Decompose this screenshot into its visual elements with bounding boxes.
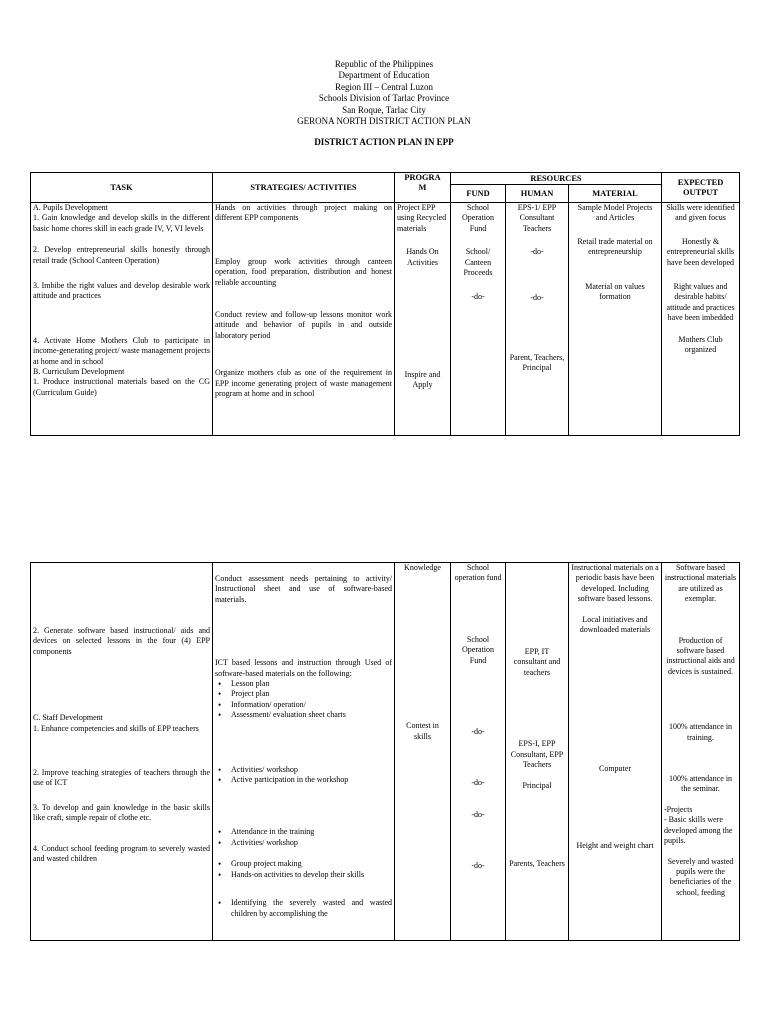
strategy-item: Conduct review and follow-up lessons monitor work attitude and behavior of pupils in and outside laboratory period xyxy=(215,310,392,340)
human-item: EPS-I, EPP Consultant, EPP Teachers xyxy=(510,739,564,770)
material-item: Sample Model Projects and Articles xyxy=(577,203,653,223)
task-item: 4. Conduct school feeding program to severely wasted and wasted children xyxy=(33,843,210,864)
material-item: Material on values formation xyxy=(585,281,645,302)
fund-cell xyxy=(451,203,506,436)
task-item: 2. Generate software based instructional/ aids and devices on selected lessons in the four (4) EPP components xyxy=(33,626,210,656)
human-column-header: HUMAN xyxy=(506,185,569,203)
task-item: 1. Enhance competencies and skills of EPP teachers xyxy=(33,723,199,733)
resources-column-header: RESOURCES xyxy=(451,173,662,185)
output-item: Mothers Club organized xyxy=(678,334,723,355)
material-item: Instructional materials on a periodic basis have been developed. Including software based lessons. xyxy=(571,563,659,604)
strategy-item: Organize mothers club as one of the requirement in EPP income generating project of waste management program at home and in school xyxy=(215,368,392,399)
training-list xyxy=(215,827,392,848)
list-item: • Active participation in the workshop xyxy=(231,775,392,785)
workshop-list xyxy=(215,765,392,786)
section-heading: A. Pupils Development xyxy=(33,203,108,212)
material-item: Computer xyxy=(599,764,631,774)
task-item: 3. To develop and gain knowledge in the basic skills like craft, simple repair of clothe etc. xyxy=(33,802,210,823)
fund-item: School Operation Fund xyxy=(462,203,494,233)
strategy-item: Conduct assessment needs pertaining to activity/ Instructional sheet and use of software-based materials. xyxy=(215,574,392,604)
output-item: 100% attendance in the seminar. xyxy=(668,774,733,794)
fund-item: School/ Canteen Proceeds xyxy=(463,247,493,278)
strategies-cell xyxy=(213,563,395,941)
task-item: 3. Imbibe the right values and develop desirable work attitude and practices xyxy=(33,281,210,301)
output-item: Production of software based instructional aids and devices is sustained. xyxy=(666,635,735,676)
fund-item: -do- xyxy=(471,809,485,819)
list-item: • Project plan xyxy=(231,689,392,699)
fund-item: -do- xyxy=(471,292,485,302)
strategy-item: Hands on activities through project making on different EPP components xyxy=(215,203,392,223)
fund-item: School operation fund xyxy=(454,563,502,583)
header-line-division: Schools Division of Tarlac Province xyxy=(318,93,450,104)
document-header xyxy=(0,59,768,127)
program-column-header xyxy=(395,173,451,203)
material-item: Retail trade material on entrepreneurship xyxy=(577,236,653,257)
strategies-cell xyxy=(213,203,395,436)
output-item: 100% attendance in training. xyxy=(668,722,733,742)
material-cell xyxy=(569,203,662,436)
output-item: Right values and desirable habits/ attitude and practices have been imbedded xyxy=(666,282,735,323)
fund-column-header: FUND xyxy=(451,185,506,203)
output-item: Software based instructional materials are utilized as exemplar. xyxy=(664,563,737,604)
program-item: Knowledge xyxy=(404,563,441,572)
human-cell xyxy=(506,203,569,436)
list-item: • Activities/ workshop xyxy=(231,838,392,848)
program-item: Contest in skills xyxy=(406,721,439,741)
header-line-republic: Republic of the Philippines xyxy=(334,59,434,69)
list-item: • Group project making xyxy=(231,859,392,869)
material-column-header: MATERIAL xyxy=(569,185,662,203)
expected-header-line-1: EXPECTED xyxy=(677,177,724,187)
list-item: • Hands-on activities to develop their skills xyxy=(231,870,392,880)
fund-item: -do- xyxy=(471,861,485,871)
list-item: • Assessment/ evaluation sheet charts xyxy=(231,710,392,720)
program-header-line-2: M xyxy=(418,183,427,192)
fund-item: -do- xyxy=(471,727,485,737)
feeding-list xyxy=(215,898,392,919)
section-heading: B. Curriculum Development xyxy=(33,367,125,377)
task-cell xyxy=(31,563,213,941)
list-item: • Identifying the severely wasted and wasted children by accomplishing the xyxy=(231,898,392,919)
fund-item: -do- xyxy=(471,778,485,788)
action-plan-table-1 xyxy=(30,172,740,436)
material-item: Local initiatives and downloaded materials xyxy=(579,614,651,635)
program-cell xyxy=(395,203,451,436)
section-heading: C. Staff Development xyxy=(33,713,103,723)
task-cell xyxy=(31,203,213,436)
action-plan-table-2 xyxy=(30,562,740,941)
expected-output-cell xyxy=(662,203,740,436)
output-item: Severely and wasted pupils were the beneficiaries of the school, feeding xyxy=(667,856,734,897)
task-column-header: TASK xyxy=(31,173,213,203)
task-item: 1. Produce instructional materials based on the CG (Curriculum Guide) xyxy=(33,377,210,397)
expected-output-cell xyxy=(662,563,740,941)
output-item: Skills were identified and given focus xyxy=(666,203,735,223)
program-item: Project EPP using Recycled materials xyxy=(397,203,447,233)
header-line-plan-name: GERONA NORTH DISTRICT ACTION PLAN xyxy=(297,116,471,127)
human-item: Parents, Teachers xyxy=(509,858,565,868)
human-cell xyxy=(506,563,569,941)
fund-cell xyxy=(451,563,506,941)
strategies-column-header: STRATEGIES/ ACTIVITIES xyxy=(213,173,395,203)
task-item: 2. Develop entrepreneurial skills honestly through retail trade (School Canteen Operation) xyxy=(33,245,210,265)
output-item: Honestly & entrepreneurial skills have been developed xyxy=(666,236,735,267)
fund-item: School Operation Fund xyxy=(462,634,494,665)
human-item: -do- xyxy=(530,292,544,302)
expected-output-column-header xyxy=(662,173,740,203)
program-cell xyxy=(395,563,451,941)
expected-header-line-2: OUTPUT xyxy=(683,187,718,197)
ict-materials-list xyxy=(215,679,392,721)
human-item: Principal xyxy=(522,781,552,791)
material-item: Height and weight chart xyxy=(576,840,654,850)
program-header-line-1: PROGRA xyxy=(404,173,441,182)
header-line-department: Department of Education xyxy=(338,70,430,81)
task-item: 2. Improve teaching strategies of teachers through the use of ICT xyxy=(33,768,210,788)
list-item: • Lesson plan xyxy=(231,679,392,689)
material-cell xyxy=(569,563,662,941)
list-item: • Activities/ workshop xyxy=(231,765,392,775)
list-item: • Attendance in the training xyxy=(231,827,392,837)
list-item: • Information/ operation/ xyxy=(231,700,392,710)
human-item: EPP, IT consultant and teachers xyxy=(513,647,561,677)
plan-title: DISTRICT ACTION PLAN IN EPP xyxy=(314,137,454,147)
task-item: 4. Activate Home Mothers Club to participate in income-generating project/ waste management projects at home and in school xyxy=(33,335,210,366)
output-item: - Basic skills were developed among the pupils. xyxy=(664,815,733,846)
group-project-list xyxy=(215,859,392,880)
task-item: 1. Gain knowledge and develop skills in the different basic home chores skill in each grade IV, V, VI levels xyxy=(33,213,210,233)
human-item: EPS-1/ EPP Consultant Teachers xyxy=(517,203,557,233)
program-item: Hands On Activities xyxy=(406,247,439,267)
strategy-item: Employ group work activities through canteen operation, food preparation, distribution and honest reliable accounting xyxy=(215,256,392,287)
human-item: -do- xyxy=(530,247,544,257)
strategy-item: ICT based lessons and instruction through Used of software-based materials on the following: xyxy=(215,658,392,678)
header-line-region: Region III – Central Luzon xyxy=(335,81,433,92)
human-item: Parent, Teachers, Principal xyxy=(509,353,565,373)
output-item: -Projects xyxy=(664,804,693,814)
header-line-address: San Roque, Tarlac City xyxy=(342,104,426,115)
program-item: Inspire and Apply xyxy=(404,370,441,390)
